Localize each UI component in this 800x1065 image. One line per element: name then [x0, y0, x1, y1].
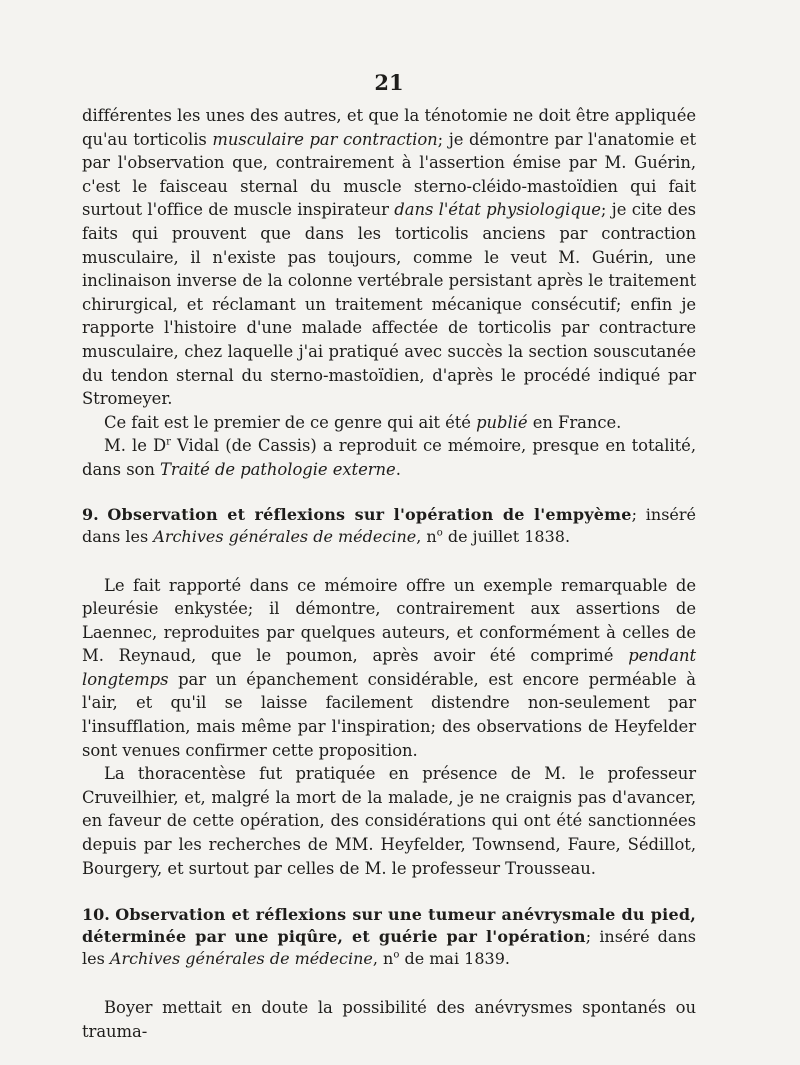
spacer — [82, 880, 696, 904]
text-run: de juillet 1838. — [442, 526, 571, 546]
superscript: o — [393, 949, 400, 961]
text-run: inséré dans les — [82, 927, 696, 969]
text-run: Le fait rapporté dans ce mémoire offre un exemple remarquable de pleurésie enkystée; il démontre, contrairement aux assertions de Laennec, reproduites par quelques auteurs, et conformément à celles de M. Reynaud, que le poumon, après avoir été comprimé — [82, 575, 696, 666]
italic-run: pendant longtemps — [82, 646, 696, 689]
spacer — [82, 970, 696, 996]
spacer — [82, 482, 696, 504]
item-9-heading — [82, 504, 696, 548]
intro-paragraph-2 — [82, 411, 696, 435]
text-run: Ce fait est le premier de ce genre qui ait été — [104, 412, 477, 432]
text-run: . — [395, 459, 401, 479]
item-10-heading — [82, 904, 696, 970]
italic-run: Archives générales de médecine — [109, 949, 373, 969]
text-run: différentes les unes des autres, et que la ténotomie ne doit être appliquée qu'au torticolis — [82, 106, 696, 149]
text-run: ; inséré dans les — [82, 504, 696, 546]
text-run: par un épanchement considérable, est encore perméable à l'air, et qu'il se laisse facilement distendre non-seulement par l'insufflation, mais même par l'inspiration; des observations de Heyfelder sont venues confirmer cette proposition. — [82, 669, 696, 760]
item-9-paragraph-2: La thoracentèse fut pratiquée en présence de M. le professeur Cruveilhier, et, malgré la mort de la malade, je ne craignis pas d'avancer, en faveur de cette opération, des considérations qui ont été sanctionnées depuis par les recherches de MM. Heyfelder, Townsend, Faure, Sédillot, Bourgery, et surtout par celles de M. le professeur Trousseau. — [82, 764, 696, 878]
item-title: Observation et réflexions sur une tumeur anévrysmale du pied, déterminée par une piqûre, et guérie par l'opération — [82, 905, 696, 947]
italic-run: dans l'état physiologique — [394, 200, 601, 220]
item-title: Observation et réflexions sur l'opération de l'empyème — [107, 504, 632, 524]
text-run: de mai 1839. — [399, 949, 510, 969]
text-run: ; je démontre par l'anatomie et par l'observation que, contrairement à l'assertion émise par M. Guérin, c'est le faisceau sternal du muscle sterno-cléido-mastoïdien qui fait surtout l'office de muscle inspirateur — [82, 129, 696, 220]
text-run: en France. — [527, 412, 622, 432]
italic-run: Traité de pathologie externe — [160, 459, 396, 479]
text-run: , n — [372, 949, 394, 969]
italic-run: Archives générales de médecine — [153, 526, 417, 546]
text-run: , n — [416, 526, 437, 546]
intro-paragraph-1 — [82, 104, 696, 411]
item-number: 10. — [82, 905, 110, 925]
item-9-paragraph-1 — [82, 574, 696, 763]
intro-paragraph-3 — [82, 434, 696, 481]
text-run: M. le D — [104, 436, 167, 456]
text-run: ; je cite des faits qui prouvent que dans les torticolis anciens par contraction musculaire, il n'existe pas toujours, comme le veut M. Guérin, une inclinaison inverse de la colonne vertébrale persistant après le traitement chirurgical, et réclamant un traitement mécanique consécutif; enfin je rapporte l'histoire d'une malade affectée de torticolis par contracture musculaire, chez laquelle j'ai pratiqué avec succès la section souscutanée du tendon sternal du sterno-mastoïdien, d'après le procédé indiqué par Stromeyer. — [82, 200, 696, 409]
superscript: o — [436, 527, 443, 539]
text-run: ; — [585, 927, 592, 947]
italic-run: musculaire par contraction — [212, 129, 438, 149]
spacer — [82, 548, 696, 574]
text-run: Vidal (de Cassis) a reproduit ce mémoire, presque en totalité, dans son — [82, 436, 696, 479]
superscript: r — [166, 436, 171, 448]
italic-run: publié — [476, 412, 528, 432]
item-number: 9. — [82, 504, 99, 524]
page-number: 21 — [374, 70, 404, 95]
item-10-paragraph-1: Boyer mettait en doute la possibilité des anévrysmes spontanés ou trauma- — [82, 998, 696, 1041]
